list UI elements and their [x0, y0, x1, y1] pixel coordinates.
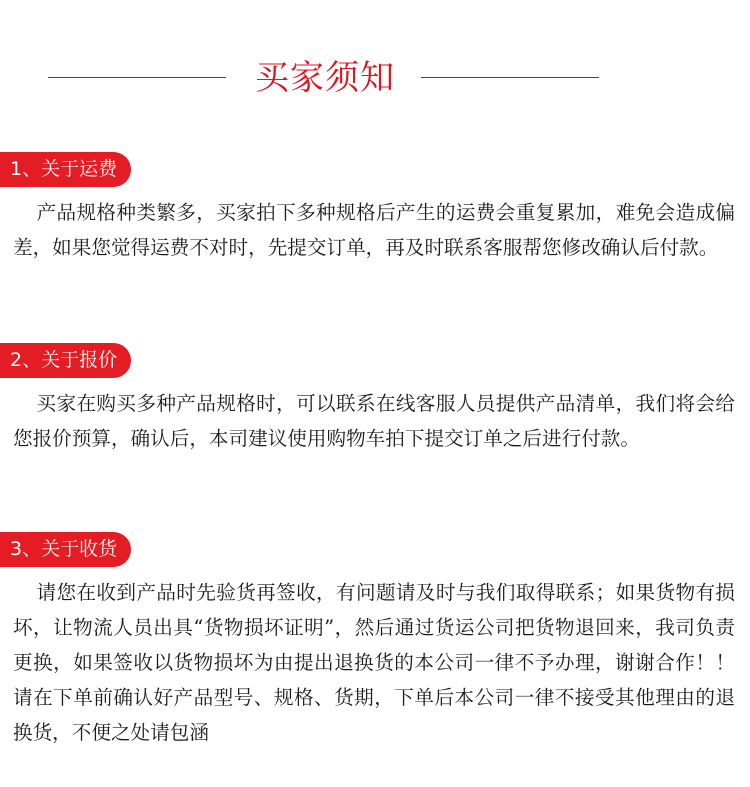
header-divider-left	[48, 77, 226, 78]
page-title: 买家须知	[255, 58, 395, 98]
section-badge-receiving: 3、关于收货	[0, 532, 131, 567]
header-divider-right	[421, 77, 599, 78]
section-badge-shipping-fee: 1、关于运费	[0, 152, 131, 187]
section-text-quotation: 买家在购买多种产品规格时，可以联系在线客服人员提供产品清单，我们将会给您报价预算，确认后，本司建议使用购物车拍下提交订单之后进行付款。	[13, 392, 735, 450]
section-text-receiving: 请您在收到产品时先验货再签收，有问题请及时与我们取得联系；如果货物有损坏，让物流人员出具“货物损坏证明”，然后通过货运公司把货物退回来，我司负责更换，如果签收以货物损坏为由提出退换货的本公司一律不予办理，谢谢合作！！请在下单前确认好产品型号、规格、货期，下单后本公司一律不接受其他理由的退换货，不便之处请包涵	[13, 581, 735, 744]
section-text-shipping-fee: 产品规格种类繁多，买家拍下多种规格后产生的运费会重复累加，难免会造成偏差，如果您觉得运费不对时，先提交订单，再及时联系客服帮您修改确认后付款。	[13, 201, 735, 259]
section-badge-quotation: 2、关于报价	[0, 343, 131, 378]
notice-header	[0, 50, 750, 106]
